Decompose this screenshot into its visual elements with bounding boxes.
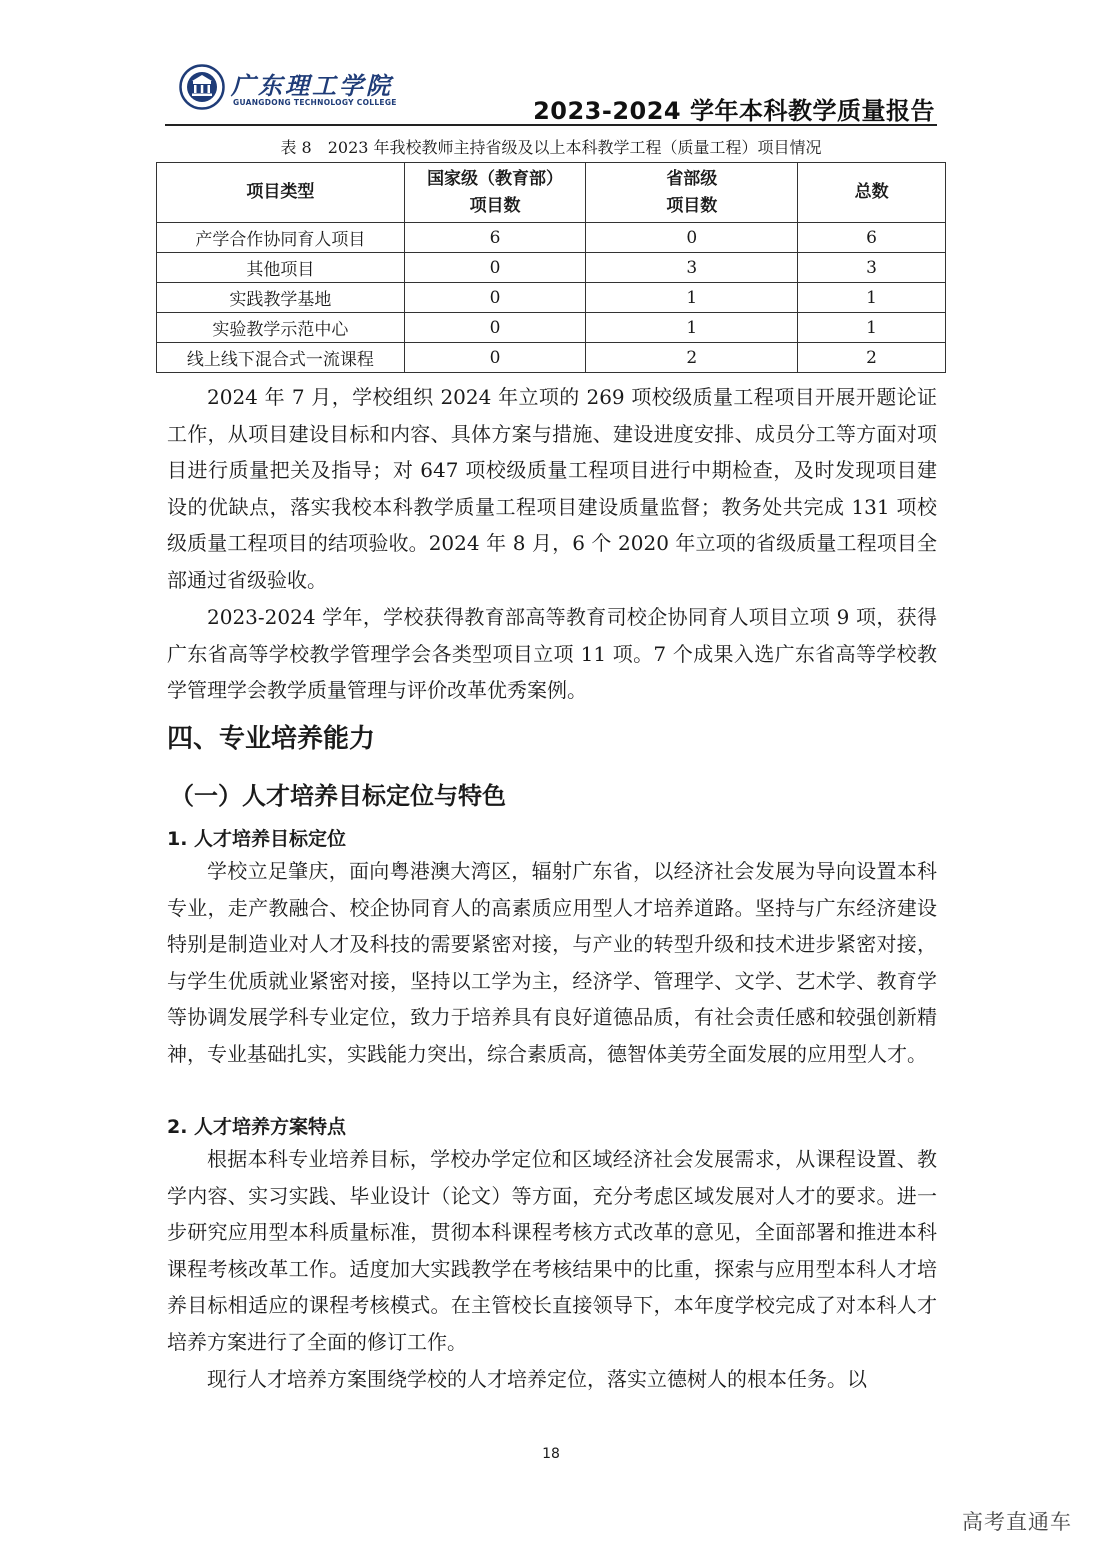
table-row (157, 223, 946, 253)
table-cell: 0 (404, 343, 586, 373)
paragraph: 2023-2024 学年，学校获得教育部高等教育司校企协同育人项目立项 9 项，获得广东省高等学校教学管理学会各类型项目立项 11 项。7 个成果入选广东省高等学校教学管理学会教学质量管理与评价改革优秀案例。 (167, 605, 937, 703)
paragraph: 现行人才培养方案围绕学校的人才培养定位，落实立德树人的根本任务。以 (207, 1366, 867, 1391)
header-cell-text: 总数 (854, 182, 889, 202)
header-cell-text: 项目类型 (246, 182, 315, 202)
table-cell: 产学合作协同育人项目 (157, 223, 405, 253)
table-header-row (157, 163, 946, 223)
header-cell-text: 省部级 项目数 (666, 168, 718, 216)
table-caption: 表 8 2023 年我校教师主持省级及以上本科教学工程（质量工程）项目情况 (280, 138, 822, 157)
table-cell: 2 (798, 343, 946, 373)
table-row (157, 313, 946, 343)
table-cell: 3 (798, 253, 946, 283)
report-title: 2023-2024 学年本科教学质量报告 (533, 97, 935, 125)
school-name-cn: 广东理工学院 (231, 72, 393, 100)
table-row (157, 283, 946, 313)
school-name-en: GUANGDONG TECHNOLOGY COLLEGE (233, 98, 397, 107)
paragraph: 根据本科专业培养目标，学校办学定位和区域经济社会发展需求，从课程设置、教学内容、实习实践、毕业设计（论文）等方面，充分考虑区域发展对人才的要求。进一步研究应用型本科质量标准，贯彻本科课程考核方式改革的意见，全面部署和推进本科课程考核改革工作。适度加大实践教学在考核结果中的比重，探索与应用型本科人才培养目标相适应的课程考核模式。在主管校长直接领导下，本年度学校完成了对本科人才培养方案进行了全面的修订工作。 (167, 1147, 937, 1354)
table-cell: 3 (586, 253, 798, 283)
table-cell: 1 (586, 283, 798, 313)
table-cell: 0 (404, 283, 586, 313)
table-row (157, 343, 946, 373)
table-cell: 2 (586, 343, 798, 373)
paragraph-block (167, 1141, 937, 1397)
watermark: 高考直通车 (962, 1510, 1072, 1534)
section-heading: 四、专业培养能力 (167, 724, 376, 754)
header-project-type (157, 163, 405, 223)
paragraph-block (167, 599, 937, 709)
paragraph-block (167, 379, 937, 599)
subsubsection-heading: 1. 人才培养目标定位 (167, 828, 347, 850)
header-national-level (404, 163, 586, 223)
page-number: 18 (542, 1446, 560, 1462)
table-cell: 6 (404, 223, 586, 253)
header-provincial-level (586, 163, 798, 223)
page-header (165, 58, 937, 128)
table-cell: 0 (586, 223, 798, 253)
quality-project-table (156, 162, 946, 373)
table-cell: 实验教学示范中心 (157, 313, 405, 343)
table-row (157, 253, 946, 283)
table-cell: 实践教学基地 (157, 283, 405, 313)
paragraph-block (167, 853, 937, 1073)
table-cell: 1 (586, 313, 798, 343)
table-cell: 1 (798, 283, 946, 313)
table-cell: 6 (798, 223, 946, 253)
table-cell: 0 (404, 313, 586, 343)
paragraph: 2024 年 7 月，学校组织 2024 年立项的 269 项校级质量工程项目开展开题论证工作，从项目建设目标和内容、具体方案与措施、建设进度安排、成员分工等方面对项目进行质量把关及指导；对 647 项校级质量工程项目进行中期检查，及时发现项目建设的优缺点，落实我校本科教学质量工程项目建设质量监督；教务处共完成 131 项校级质量工程项目的结项验收。2024 年 8 月，6 个 2020 年立项的省级质量工程项目全部通过省级验收。 (167, 385, 937, 592)
header-divider (165, 124, 937, 126)
table-cell: 1 (798, 313, 946, 343)
table-cell: 其他项目 (157, 253, 405, 283)
subsection-heading: （一）人才培养目标定位与特色 (170, 782, 506, 810)
header-total (798, 163, 946, 223)
header-cell-text: 国家级（教育部） 项目数 (427, 168, 564, 216)
paragraph: 学校立足肇庆，面向粤港澳大湾区，辐射广东省，以经济社会发展为导向设置本科专业，走产教融合、校企协同育人的高素质应用型人才培养道路。坚持与广东经济建设特别是制造业对人才及科技的需要紧密对接，与产业的转型升级和技术进步紧密对接，与学生优质就业紧密对接，坚持以工学为主，经济学、管理学、文学、艺术学、教育学等协调发展学科专业定位，致力于培养具有良好道德品质，有社会责任感和较强创新精神，专业基础扎实，实践能力突出，综合素质高，德智体美劳全面发展的应用型人才。 (167, 859, 937, 1066)
school-seal-icon (179, 64, 225, 110)
table-cell: 线上线下混合式一流课程 (157, 343, 405, 373)
table-cell: 0 (404, 253, 586, 283)
subsubsection-heading: 2. 人才培养方案特点 (167, 1116, 347, 1138)
